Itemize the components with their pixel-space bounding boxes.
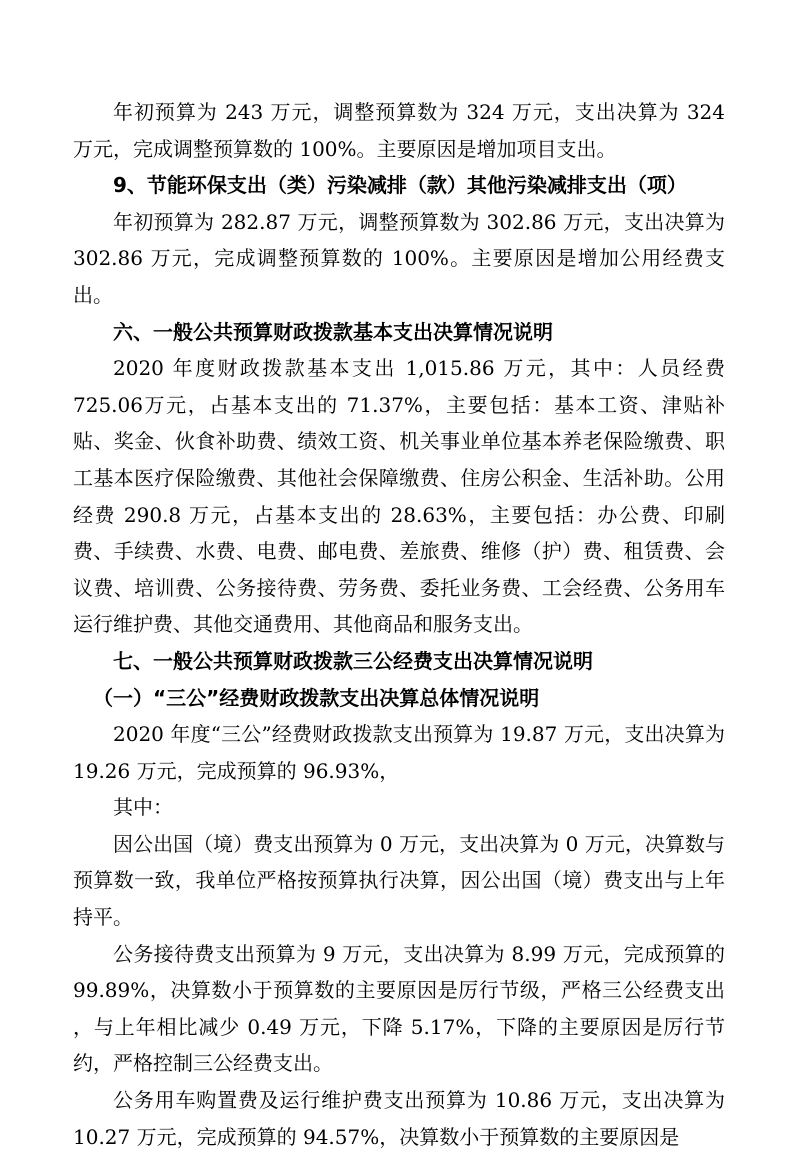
paragraph-official-reception: 公务接待费支出预算为 9 万元，支出决算为 8.99 万元，完成预算的 99.89%，决算数小于预算数的主要原因是厉行节级，严格三公经费支出 ，与上年相比减少 0.49 万元，下降 5.17%，下降的主要原因是厉行节约，严格控制三公经费支出。 [73,941,725,1076]
heading-section-6-basic-expenditure: 六、一般公共预算财政拨款基本支出决算情况说明 [113,319,553,344]
paragraph-basic-expenditure-detail: 2020 年度财政拨款基本支出 1,015.86 万元，其中：人员经费 725.06万元，占基本支出的 71.37%，主要包括：基本工资、津贴补贴、奖金、伙食补助费、绩效工资、机关事业单位基本养老保险缴费、职工基本医疗保险缴费、其他社会保障缴费、住房公积金、生活补助。公用经费 290.8 万元，占基本支出的 28.63%，主要包括：办公费、印刷费、手续费、水费、电费、邮电费、差旅费、维修（护）费、租赁费、会议费、培训费、公务接待费、劳务费、委托业务费、工会经费、公务用车运行维护费、其他交通费用、其他商品和服务支出。 [73,356,725,637]
document-body [73,94,725,1155]
paragraph-three-public-total: 2020 年度“三公”经费财政拨款支出预算为 19.87 万元，支出决算为 19.26 万元，完成预算的 96.93%， [73,722,725,783]
paragraph-budget-243: 年初预算为 243 万元，调整预算数为 324 万元，支出决算为 324 万元，完成调整预算数的 100%。主要原因是增加项目支出。 [73,100,725,161]
heading-section-7-three-public-expenses: 七、一般公共预算财政拨款三公经费支出决算情况说明 [113,648,593,673]
paragraph-budget-282-87: 年初预算为 282.87 万元，调整预算数为 302.86 万元，支出决算为 302.86 万元，完成调整预算数的 100%。主要原因是增加公用经费支出。 [73,209,725,307]
paragraph-among-which: 其中： [113,795,173,820]
paragraph-official-vehicles: 公务用车购置费及运行维护费支出预算为 10.86 万元，支出决算为 10.27 万元，完成预算的 94.57%，决算数小于预算数的主要原因是 [73,1088,725,1149]
heading-subsection-1-overall: （一）“三公”经费财政拨款支出决算总体情况说明 [93,685,540,710]
paragraph-overseas-travel: 因公出国（境）费支出预算为 0 万元，支出决算为 0 万元，决算数与预算数一致，我单位严格按预算执行决算，因公出国（境）费支出与上年持平。 [73,831,725,930]
heading-item-9-pollution-reduction: 9、节能环保支出（类）污染减排（款）其他污染减排支出（项） [113,173,687,198]
